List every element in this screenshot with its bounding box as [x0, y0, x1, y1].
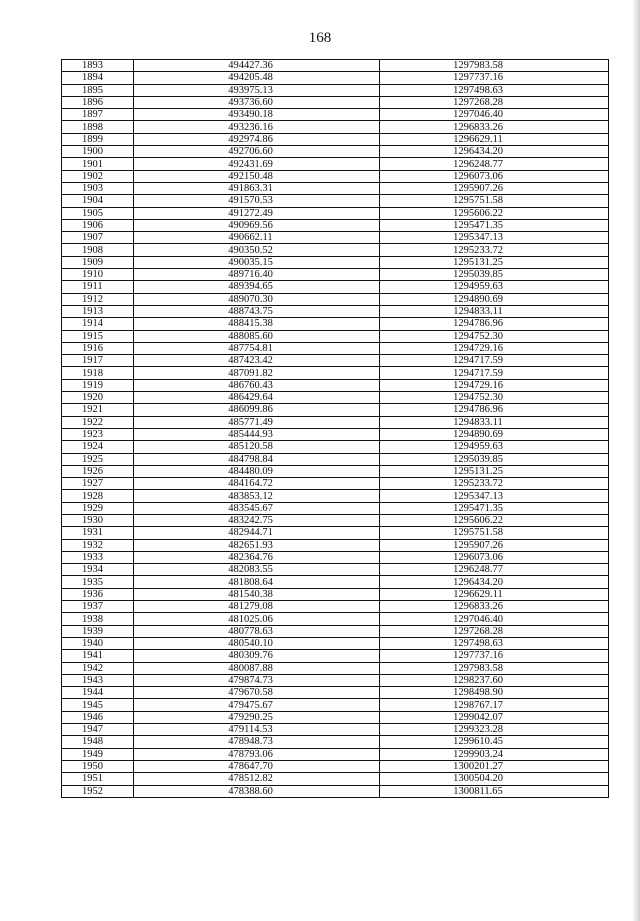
- y-coordinate-cell: 1295131.25: [380, 256, 609, 268]
- page-edge-shadow: [632, 0, 640, 921]
- table-row: [62, 170, 609, 182]
- table-row: [62, 699, 609, 711]
- x-coordinate-cell: 487091.82: [134, 367, 380, 379]
- x-coordinate-cell: 486760.43: [134, 379, 380, 391]
- y-coordinate-cell: 1294833.11: [380, 305, 609, 317]
- x-coordinate-cell: 494427.36: [134, 60, 380, 72]
- y-coordinate-cell: 1294752.30: [380, 330, 609, 342]
- x-coordinate-cell: 488743.75: [134, 305, 380, 317]
- point-number-cell: 1911: [62, 281, 134, 293]
- point-number-cell: 1909: [62, 256, 134, 268]
- point-number-cell: 1940: [62, 637, 134, 649]
- y-coordinate-cell: 1295751.58: [380, 195, 609, 207]
- point-number-cell: 1898: [62, 121, 134, 133]
- table-row: [62, 478, 609, 490]
- y-coordinate-cell: 1300201.27: [380, 760, 609, 772]
- y-coordinate-cell: 1294786.96: [380, 404, 609, 416]
- x-coordinate-cell: 483853.12: [134, 490, 380, 502]
- table-row: [62, 60, 609, 72]
- table-row: [62, 355, 609, 367]
- y-coordinate-cell: 1295039.85: [380, 453, 609, 465]
- table-row: [62, 109, 609, 121]
- table-row: [62, 527, 609, 539]
- point-number-cell: 1896: [62, 96, 134, 108]
- table-row: [62, 72, 609, 84]
- y-coordinate-cell: 1296629.11: [380, 133, 609, 145]
- y-coordinate-cell: 1295751.58: [380, 527, 609, 539]
- point-number-cell: 1927: [62, 478, 134, 490]
- y-coordinate-cell: 1297498.63: [380, 637, 609, 649]
- point-number-cell: 1935: [62, 576, 134, 588]
- x-coordinate-cell: 487754.81: [134, 342, 380, 354]
- table-row: [62, 441, 609, 453]
- table-row: [62, 711, 609, 723]
- point-number-cell: 1928: [62, 490, 134, 502]
- x-coordinate-cell: 492706.60: [134, 146, 380, 158]
- x-coordinate-cell: 490350.52: [134, 244, 380, 256]
- y-coordinate-cell: 1298237.60: [380, 674, 609, 686]
- point-number-cell: 1945: [62, 699, 134, 711]
- y-coordinate-cell: 1299610.45: [380, 736, 609, 748]
- x-coordinate-cell: 479670.58: [134, 687, 380, 699]
- y-coordinate-cell: 1297046.40: [380, 613, 609, 625]
- x-coordinate-cell: 491863.31: [134, 182, 380, 194]
- y-coordinate-cell: 1294729.16: [380, 342, 609, 354]
- point-number-cell: 1938: [62, 613, 134, 625]
- table-row: [62, 318, 609, 330]
- x-coordinate-cell: 481279.08: [134, 601, 380, 613]
- table-row: [62, 785, 609, 797]
- x-coordinate-cell: 489716.40: [134, 269, 380, 281]
- point-number-cell: 1912: [62, 293, 134, 305]
- x-coordinate-cell: 478512.82: [134, 773, 380, 785]
- y-coordinate-cell: 1297268.28: [380, 625, 609, 637]
- x-coordinate-cell: 479114.53: [134, 724, 380, 736]
- x-coordinate-cell: 479475.67: [134, 699, 380, 711]
- point-number-cell: 1916: [62, 342, 134, 354]
- table-row: [62, 379, 609, 391]
- point-number-cell: 1925: [62, 453, 134, 465]
- x-coordinate-cell: 491272.49: [134, 207, 380, 219]
- x-coordinate-cell: 480309.76: [134, 650, 380, 662]
- table-row: [62, 576, 609, 588]
- y-coordinate-cell: 1295347.13: [380, 232, 609, 244]
- x-coordinate-cell: 492974.86: [134, 133, 380, 145]
- y-coordinate-cell: 1295347.13: [380, 490, 609, 502]
- point-number-cell: 1946: [62, 711, 134, 723]
- x-coordinate-cell: 478948.73: [134, 736, 380, 748]
- y-coordinate-cell: 1296248.77: [380, 564, 609, 576]
- table-row: [62, 195, 609, 207]
- x-coordinate-cell: 486429.64: [134, 392, 380, 404]
- point-number-cell: 1951: [62, 773, 134, 785]
- table-row: [62, 158, 609, 170]
- point-number-cell: 1947: [62, 724, 134, 736]
- y-coordinate-cell: 1295131.25: [380, 465, 609, 477]
- x-coordinate-cell: 490662.11: [134, 232, 380, 244]
- y-coordinate-cell: 1296833.26: [380, 121, 609, 133]
- x-coordinate-cell: 479874.73: [134, 674, 380, 686]
- x-coordinate-cell: 478793.06: [134, 748, 380, 760]
- point-number-cell: 1939: [62, 625, 134, 637]
- x-coordinate-cell: 481540.38: [134, 588, 380, 600]
- table-row: [62, 305, 609, 317]
- point-number-cell: 1937: [62, 601, 134, 613]
- table-row: [62, 207, 609, 219]
- point-number-cell: 1949: [62, 748, 134, 760]
- point-number-cell: 1933: [62, 551, 134, 563]
- y-coordinate-cell: 1296833.26: [380, 601, 609, 613]
- point-number-cell: 1932: [62, 539, 134, 551]
- y-coordinate-cell: 1295471.35: [380, 219, 609, 231]
- y-coordinate-cell: 1298767.17: [380, 699, 609, 711]
- table-row: [62, 514, 609, 526]
- x-coordinate-cell: 491570.53: [134, 195, 380, 207]
- table-row: [62, 428, 609, 440]
- x-coordinate-cell: 490969.56: [134, 219, 380, 231]
- point-number-cell: 1952: [62, 785, 134, 797]
- x-coordinate-cell: 482364.76: [134, 551, 380, 563]
- table-row: [62, 281, 609, 293]
- table-row: [62, 453, 609, 465]
- table-row: [62, 613, 609, 625]
- table-row: [62, 637, 609, 649]
- table-row: [62, 96, 609, 108]
- table-row: [62, 84, 609, 96]
- point-number-cell: 1905: [62, 207, 134, 219]
- point-number-cell: 1930: [62, 514, 134, 526]
- table-row: [62, 269, 609, 281]
- y-coordinate-cell: 1297983.58: [380, 662, 609, 674]
- y-coordinate-cell: 1295233.72: [380, 244, 609, 256]
- y-coordinate-cell: 1294833.11: [380, 416, 609, 428]
- page-number: 168: [308, 30, 332, 46]
- table-row: [62, 219, 609, 231]
- y-coordinate-cell: 1294890.69: [380, 293, 609, 305]
- y-coordinate-cell: 1299323.28: [380, 724, 609, 736]
- y-coordinate-cell: 1295606.22: [380, 207, 609, 219]
- x-coordinate-cell: 494205.48: [134, 72, 380, 84]
- table-row: [62, 674, 609, 686]
- point-number-cell: 1944: [62, 687, 134, 699]
- y-coordinate-cell: 1299903.24: [380, 748, 609, 760]
- x-coordinate-cell: 480540.10: [134, 637, 380, 649]
- point-number-cell: 1920: [62, 392, 134, 404]
- y-coordinate-cell: 1300811.65: [380, 785, 609, 797]
- point-number-cell: 1934: [62, 564, 134, 576]
- y-coordinate-cell: 1297498.63: [380, 84, 609, 96]
- point-number-cell: 1902: [62, 170, 134, 182]
- y-coordinate-cell: 1294959.63: [380, 441, 609, 453]
- point-number-cell: 1941: [62, 650, 134, 662]
- point-number-cell: 1910: [62, 269, 134, 281]
- table-row: [62, 539, 609, 551]
- x-coordinate-cell: 478388.60: [134, 785, 380, 797]
- y-coordinate-cell: 1297983.58: [380, 60, 609, 72]
- coordinates-table: [61, 59, 609, 798]
- x-coordinate-cell: 480087.88: [134, 662, 380, 674]
- y-coordinate-cell: 1296248.77: [380, 158, 609, 170]
- coordinates-table-body: [62, 60, 609, 798]
- table-row: [62, 465, 609, 477]
- point-number-cell: 1929: [62, 502, 134, 514]
- table-row: [62, 687, 609, 699]
- x-coordinate-cell: 493236.16: [134, 121, 380, 133]
- point-number-cell: 1903: [62, 182, 134, 194]
- x-coordinate-cell: 485771.49: [134, 416, 380, 428]
- point-number-cell: 1915: [62, 330, 134, 342]
- y-coordinate-cell: 1295471.35: [380, 502, 609, 514]
- point-number-cell: 1918: [62, 367, 134, 379]
- x-coordinate-cell: 485444.93: [134, 428, 380, 440]
- point-number-cell: 1904: [62, 195, 134, 207]
- y-coordinate-cell: 1296434.20: [380, 146, 609, 158]
- y-coordinate-cell: 1297737.16: [380, 72, 609, 84]
- table-row: [62, 490, 609, 502]
- table-row: [62, 146, 609, 158]
- table-row: [62, 342, 609, 354]
- table-row: [62, 601, 609, 613]
- table-row: [62, 392, 609, 404]
- point-number-cell: 1906: [62, 219, 134, 231]
- y-coordinate-cell: 1295233.72: [380, 478, 609, 490]
- x-coordinate-cell: 478647.70: [134, 760, 380, 772]
- y-coordinate-cell: 1297268.28: [380, 96, 609, 108]
- y-coordinate-cell: 1294717.59: [380, 355, 609, 367]
- y-coordinate-cell: 1297737.16: [380, 650, 609, 662]
- y-coordinate-cell: 1294959.63: [380, 281, 609, 293]
- table-row: [62, 502, 609, 514]
- point-number-cell: 1948: [62, 736, 134, 748]
- table-row: [62, 650, 609, 662]
- y-coordinate-cell: 1294890.69: [380, 428, 609, 440]
- point-number-cell: 1917: [62, 355, 134, 367]
- point-number-cell: 1950: [62, 760, 134, 772]
- y-coordinate-cell: 1295907.26: [380, 182, 609, 194]
- y-coordinate-cell: 1296434.20: [380, 576, 609, 588]
- point-number-cell: 1895: [62, 84, 134, 96]
- table-row: [62, 662, 609, 674]
- x-coordinate-cell: 492431.69: [134, 158, 380, 170]
- point-number-cell: 1943: [62, 674, 134, 686]
- x-coordinate-cell: 493736.60: [134, 96, 380, 108]
- x-coordinate-cell: 482651.93: [134, 539, 380, 551]
- point-number-cell: 1942: [62, 662, 134, 674]
- y-coordinate-cell: 1294729.16: [380, 379, 609, 391]
- x-coordinate-cell: 489070.30: [134, 293, 380, 305]
- table-row: [62, 256, 609, 268]
- table-row: [62, 588, 609, 600]
- point-number-cell: 1913: [62, 305, 134, 317]
- table-row: [62, 760, 609, 772]
- point-number-cell: 1921: [62, 404, 134, 416]
- y-coordinate-cell: 1300504.20: [380, 773, 609, 785]
- point-number-cell: 1899: [62, 133, 134, 145]
- x-coordinate-cell: 487423.42: [134, 355, 380, 367]
- table-row: [62, 133, 609, 145]
- x-coordinate-cell: 484798.84: [134, 453, 380, 465]
- point-number-cell: 1936: [62, 588, 134, 600]
- table-row: [62, 416, 609, 428]
- x-coordinate-cell: 490035.15: [134, 256, 380, 268]
- x-coordinate-cell: 479290.25: [134, 711, 380, 723]
- x-coordinate-cell: 488415.38: [134, 318, 380, 330]
- table-row: [62, 293, 609, 305]
- x-coordinate-cell: 493975.13: [134, 84, 380, 96]
- x-coordinate-cell: 493490.18: [134, 109, 380, 121]
- point-number-cell: 1923: [62, 428, 134, 440]
- table-row: [62, 244, 609, 256]
- table-row: [62, 748, 609, 760]
- point-number-cell: 1922: [62, 416, 134, 428]
- table-row: [62, 625, 609, 637]
- point-number-cell: 1908: [62, 244, 134, 256]
- x-coordinate-cell: 488085.60: [134, 330, 380, 342]
- y-coordinate-cell: 1294786.96: [380, 318, 609, 330]
- y-coordinate-cell: 1299042.07: [380, 711, 609, 723]
- y-coordinate-cell: 1295606.22: [380, 514, 609, 526]
- y-coordinate-cell: 1298498.90: [380, 687, 609, 699]
- point-number-cell: 1893: [62, 60, 134, 72]
- y-coordinate-cell: 1295039.85: [380, 269, 609, 281]
- x-coordinate-cell: 483242.75: [134, 514, 380, 526]
- y-coordinate-cell: 1296629.11: [380, 588, 609, 600]
- y-coordinate-cell: 1297046.40: [380, 109, 609, 121]
- x-coordinate-cell: 481025.06: [134, 613, 380, 625]
- point-number-cell: 1919: [62, 379, 134, 391]
- x-coordinate-cell: 482083.55: [134, 564, 380, 576]
- x-coordinate-cell: 482944.71: [134, 527, 380, 539]
- y-coordinate-cell: 1296073.06: [380, 551, 609, 563]
- point-number-cell: 1897: [62, 109, 134, 121]
- point-number-cell: 1900: [62, 146, 134, 158]
- point-number-cell: 1901: [62, 158, 134, 170]
- point-number-cell: 1931: [62, 527, 134, 539]
- table-row: [62, 564, 609, 576]
- point-number-cell: 1907: [62, 232, 134, 244]
- x-coordinate-cell: 481808.64: [134, 576, 380, 588]
- point-number-cell: 1894: [62, 72, 134, 84]
- x-coordinate-cell: 480778.63: [134, 625, 380, 637]
- table-row: [62, 551, 609, 563]
- table-row: [62, 773, 609, 785]
- y-coordinate-cell: 1294752.30: [380, 392, 609, 404]
- table-row: [62, 121, 609, 133]
- table-row: [62, 182, 609, 194]
- point-number-cell: 1924: [62, 441, 134, 453]
- x-coordinate-cell: 486099.86: [134, 404, 380, 416]
- x-coordinate-cell: 489394.65: [134, 281, 380, 293]
- y-coordinate-cell: 1295907.26: [380, 539, 609, 551]
- x-coordinate-cell: 483545.67: [134, 502, 380, 514]
- point-number-cell: 1926: [62, 465, 134, 477]
- x-coordinate-cell: 492150.48: [134, 170, 380, 182]
- table-row: [62, 367, 609, 379]
- y-coordinate-cell: 1296073.06: [380, 170, 609, 182]
- table-row: [62, 330, 609, 342]
- table-row: [62, 724, 609, 736]
- table-row: [62, 404, 609, 416]
- y-coordinate-cell: 1294717.59: [380, 367, 609, 379]
- x-coordinate-cell: 485120.58: [134, 441, 380, 453]
- point-number-cell: 1914: [62, 318, 134, 330]
- x-coordinate-cell: 484164.72: [134, 478, 380, 490]
- x-coordinate-cell: 484480.09: [134, 465, 380, 477]
- table-row: [62, 232, 609, 244]
- table-row: [62, 736, 609, 748]
